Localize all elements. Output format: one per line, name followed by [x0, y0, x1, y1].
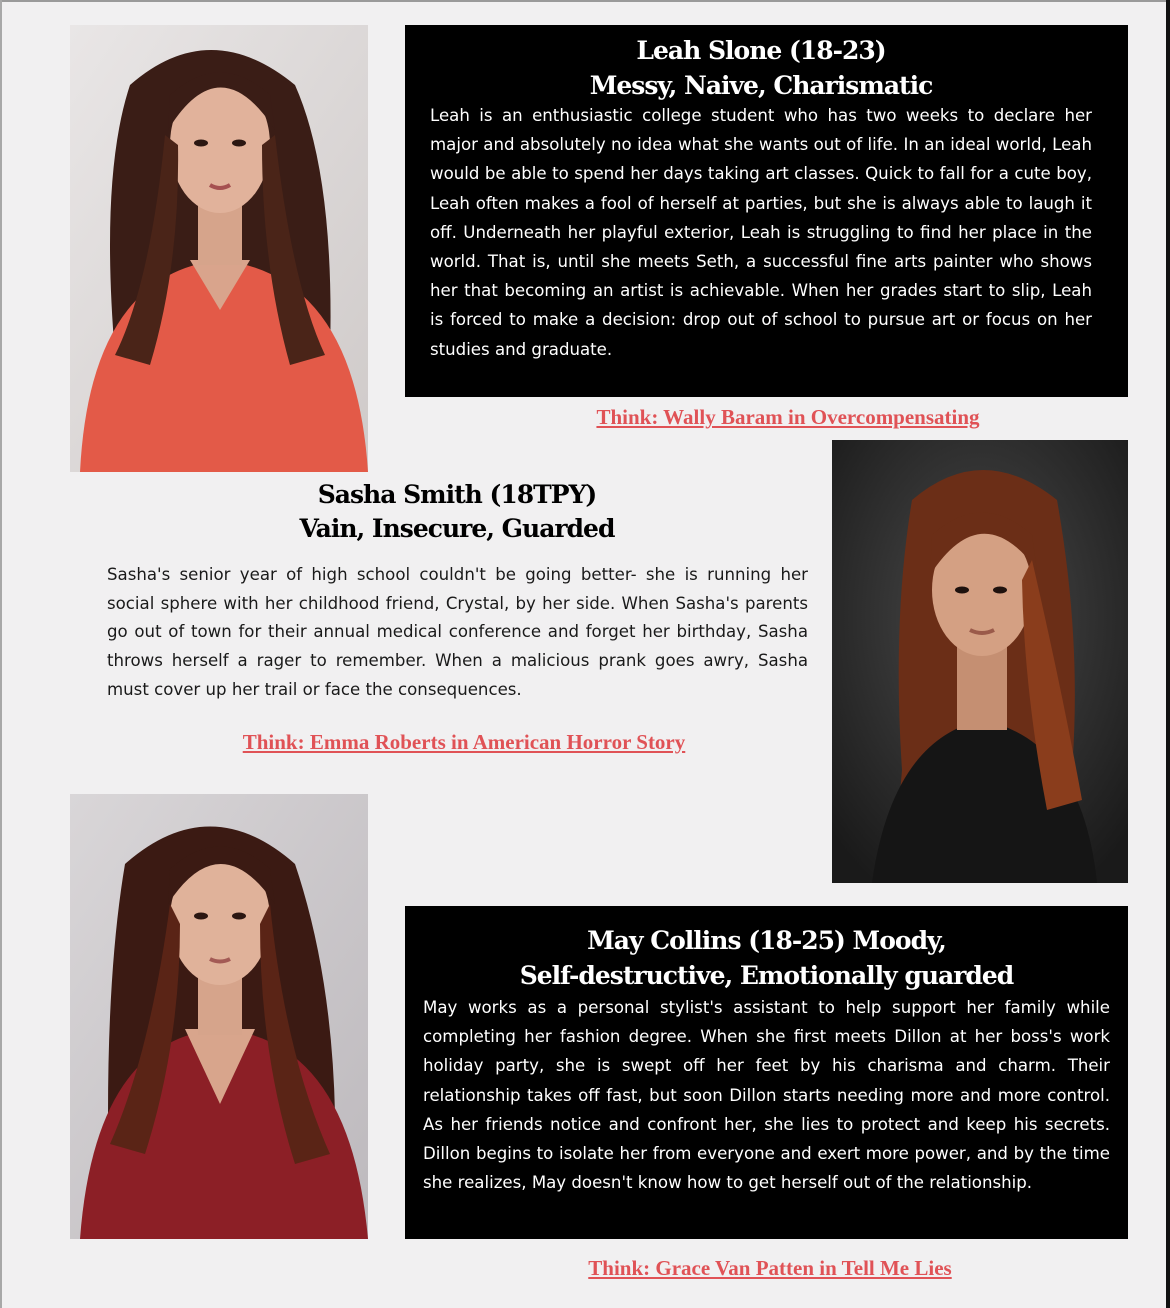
may-title-line1: May Collins (18-25) Moody, — [587, 926, 946, 955]
may-description: May works as a personal stylist's assistant to help support her family while completing her fashion degree. When she first meets Dillon at her boss's work holiday party, she is swept off her feet by his charisma and charm. Their relationship takes off fast, but soon Dillon starts needing more and more control. As her friends notice and confront her, she lies to protect and keep his secrets. Dillon begins to isolate her from everyone and exert more power, and by the time she realizes, May doesn't know how to get herself out of the relationship. — [423, 998, 1110, 1193]
may-title-line2: Self-destructive, Emotionally guarded — [519, 961, 1014, 990]
leah-description: Leah is an enthusiastic college student who has two weeks to declare her major and absolutely no idea what she wants out of life. In an ideal world, Leah would be able to spend her days taking art classes. Quick to fall for a cute boy, Leah often makes a fool of herself at parties, but she is always able to laugh it off. Underneath her playful exterior, Leah is struggling to find her place in the world. That is, until she meets Seth, a successful fine arts painter who shows her that becoming an artist is achievable. When her grades start to slip, Leah is forced to make a decision: drop out of school to pursue art or focus on her studies and graduate. — [430, 106, 1092, 359]
leah-title-line1: Leah Slone (18-23) — [636, 36, 886, 65]
leah-role-box — [405, 25, 1128, 397]
sasha-description: Sasha's senior year of high school couldn't be going better- she is running her social sphere with her childhood friend, Crystal, by her side. When Sasha's parents go out of town for their annual medical conference and forget her birthday, Sasha throws herself a rager to remember. When a malicious prank goes awry, Sasha must cover up her trail or face the consequences. — [107, 565, 808, 699]
sasha-think-link[interactable]: Think: Emma Roberts in American Horror Story — [242, 730, 686, 754]
may-think-link[interactable]: Think: Grace Van Patten in Tell Me Lies — [588, 1256, 952, 1280]
page-border-top — [0, 0, 1170, 2]
leah-think-link[interactable]: Think: Wally Baram in Overcompensating — [596, 405, 980, 429]
sasha-title — [106, 478, 808, 546]
leah-title-line2: Messy, Naive, Charismatic — [589, 71, 933, 100]
page-border-left — [0, 0, 2, 1308]
sasha-headshot-photo — [832, 440, 1128, 883]
may-role-box — [405, 906, 1128, 1239]
sasha-title-line1: Sasha Smith (18TPY) — [317, 480, 597, 509]
may-headshot-photo — [70, 794, 368, 1239]
sasha-title-line2: Vain, Insecure, Guarded — [299, 514, 615, 543]
leah-headshot-photo — [70, 25, 368, 472]
page-border-right — [1166, 0, 1170, 1308]
